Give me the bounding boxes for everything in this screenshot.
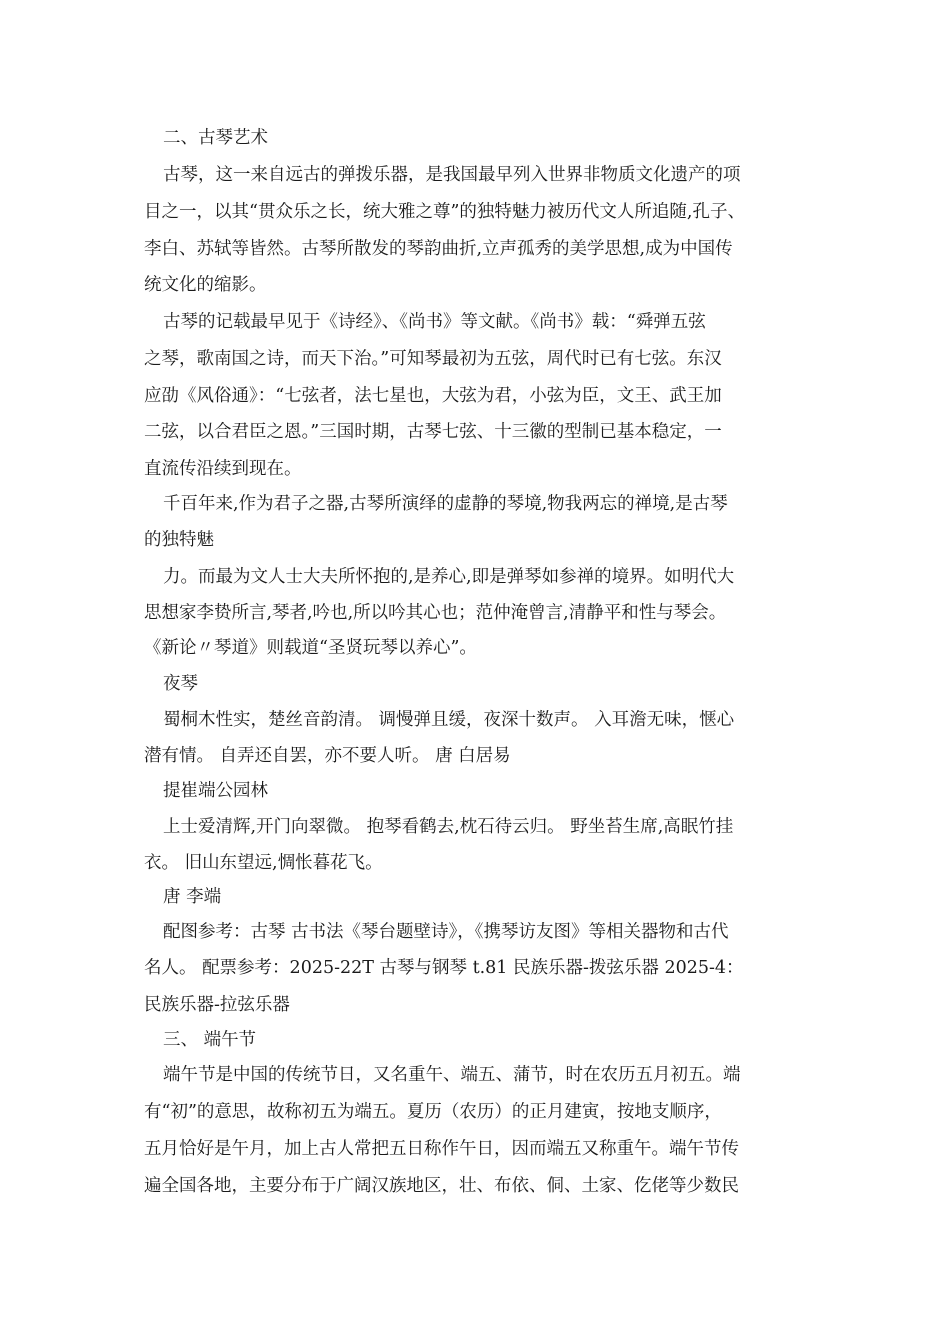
section-heading-duanwu: 三、 端午节 (163, 1030, 257, 1050)
text-line: 之琴，歌南国之诗，而天下治。”可知琴最初为五弦，周代时已有七弦。东汉 (144, 349, 722, 369)
text-line: 李白、苏轼等皆然。古琴所散发的琴韵曲折,立声孤秀的美学思想,成为中国传 (144, 239, 733, 259)
text-line: 应劭《风俗通》：“七弦者，法七星也，大弦为君，小弦为臣，文王、武王加 (144, 386, 722, 406)
text-line: 的独特魅 (144, 530, 214, 550)
text-line: 古琴，这一来自远古的弹拨乐器，是我国最早列入世界非物质文化遗产的项 (163, 165, 741, 185)
text-line: 遍全国各地，主要分布于广阔汉族地区，壮、布依、侗、土家、仡佬等少数民 (144, 1176, 739, 1196)
text-line: 思想家李贽所言,琴者,吟也,所以吟其心也；范仲淹曾言,清静平和性与琴会。 (144, 603, 727, 623)
reference-line: 名人。 配票参考：2025-22T 古琴与钢琴 t.81 民族乐器-拨弦乐器 2025-4： (144, 958, 744, 978)
text-line: 五月恰好是午月，加上古人常把五日称作午日，因而端五又称重午。端午节传 (144, 1139, 739, 1159)
poem-author: 唐 李端 (163, 887, 222, 907)
poem-line: 蜀桐木性实，楚丝音韵清。 调慢弹且缓，夜深十数声。 入耳澹无味，惬心 (163, 710, 735, 730)
text-line: 力。而最为文人士大夫所怀抱的,是养心,即是弹琴如参禅的境界。如明代大 (163, 567, 735, 587)
poem-title-garden: 提崔端公园林 (163, 781, 268, 801)
reference-line: 民族乐器-拉弦乐器 (144, 995, 290, 1015)
text-line: 直流传沿续到现在。 (144, 459, 302, 479)
text-line: 目之一，以其“贯众乐之长，统大雅之尊”的独特魅力被历代文人所追随,孔子、 (144, 202, 745, 222)
text-line: 千百年来,作为君子之器,古琴所演绎的虚静的琴境,物我两忘的禅境,是古琴 (163, 494, 728, 514)
section-heading-guqin: 二、古琴艺术 (163, 128, 268, 148)
text-line: 古琴的记载最早见于《诗经》、《尚书》等文献。《尚书》载：“舜弹五弦 (163, 312, 706, 332)
text-line: 二弦，以合君臣之恩。”三国时期，古琴七弦、十三徽的型制已基本稳定，一 (144, 422, 722, 442)
poem-line: 上士爱清辉,开门向翠微。 抱琴看鹤去,枕石待云归。 野坐苔生席,高眠竹挂 (163, 817, 734, 837)
text-line: 端午节是中国的传统节日，又名重午、端五、蒲节，时在农历五月初五。端 (163, 1065, 741, 1085)
reference-line: 配图参考：古琴 古书法《琴台题壁诗》，《携琴访友图》等相关器物和古代 (163, 922, 729, 942)
text-line: 有“初”的意思，故称初五为端五。夏历（农历）的正月建寅，按地支顺序， (144, 1102, 722, 1122)
poem-line: 潜有情。 自弄还自罢，亦不要人听。 唐 白居易 (144, 746, 511, 766)
text-line: 统文化的缩影。 (144, 275, 267, 295)
poem-title-yeqin: 夜琴 (163, 674, 198, 694)
text-line: 《新论〃琴道》则载道“圣贤玩琴以养心”。 (144, 638, 477, 658)
poem-line: 衣。 旧山东望远,惆怅暮花飞。 (144, 853, 383, 873)
